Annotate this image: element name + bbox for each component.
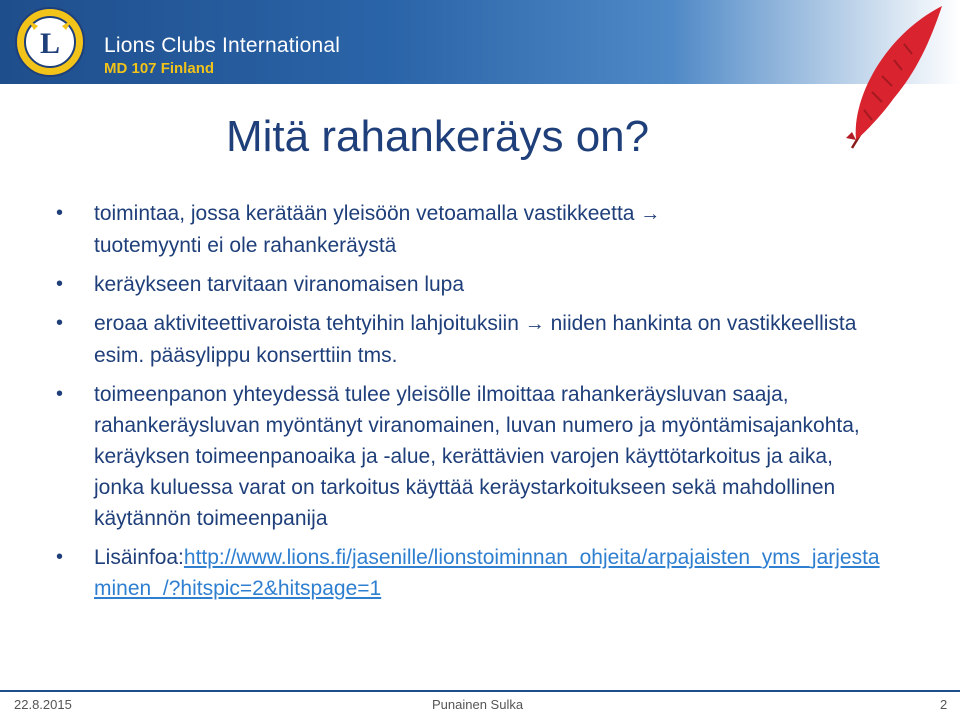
lions-emblem-icon [14, 6, 86, 78]
bullet-item [56, 542, 886, 604]
bullet-item [56, 269, 886, 300]
bullet-list [56, 198, 886, 612]
info-label: Lisäinfoa: [94, 546, 184, 569]
org-name: Lions Clubs International [104, 34, 341, 57]
svg-text:L: L [39, 27, 61, 60]
bullet-icon: • [56, 383, 64, 405]
footer-date: 22.8.2015 [14, 697, 72, 712]
bullet-item [56, 379, 886, 534]
slide-title: Mitä rahankeräys on? [226, 112, 650, 161]
bullet-icon: • [56, 273, 64, 295]
bullet-text: niiden hankinta on vastikkeellista esim. pääsylippu konserttiin tms. [94, 312, 857, 367]
org-subtitle: MD 107 Finland [104, 60, 215, 77]
page-number: 2 [940, 697, 948, 712]
bullet-item [56, 198, 886, 261]
bullet-icon: • [56, 312, 64, 334]
bullet-text: eroaa aktiviteettivaroista tehtyihin lahjoituksiin [94, 312, 519, 335]
bullet-text: tuotemyynti ei ole rahankeräystä [94, 234, 397, 257]
arrow-right-icon: → [640, 203, 661, 225]
info-link[interactable]: http://www.lions.fi/jasenille/lionstoiminnan_ohjeita/arpajaisten_yms_jarjestaminen_/?hitspic=2&hitspage=1 [94, 546, 880, 600]
bullet-icon: • [56, 202, 64, 224]
footer-divider [0, 690, 960, 692]
bullet-text: toimintaa, jossa kerätään yleisöön vetoamalla vastikkeetta [94, 202, 635, 225]
footer-title: Punainen Sulka [432, 697, 524, 712]
bullet-text: keräykseen tarvitaan viranomaisen lupa [94, 273, 465, 296]
bullet-item [56, 308, 886, 371]
bullet-icon: • [56, 546, 64, 568]
arrow-right-icon: → [524, 313, 545, 335]
bullet-text: toimeenpanon yhteydessä tulee yleisölle ilmoittaa rahankeräysluvan saaja, rahankeräysluvan myöntänyt viranomainen, luvan numero ja myöntämisajankohta, keräyksen toimeenpanoaika ja -alue, kerättävien varojen käyttötarkoitus ja aika, jonka kuluessa varat on tarkoitus käyttää keräystarkoitukseen sekä mahdollinen käytännön toimeenpanija [94, 383, 860, 530]
red-feather-icon [838, 2, 948, 152]
